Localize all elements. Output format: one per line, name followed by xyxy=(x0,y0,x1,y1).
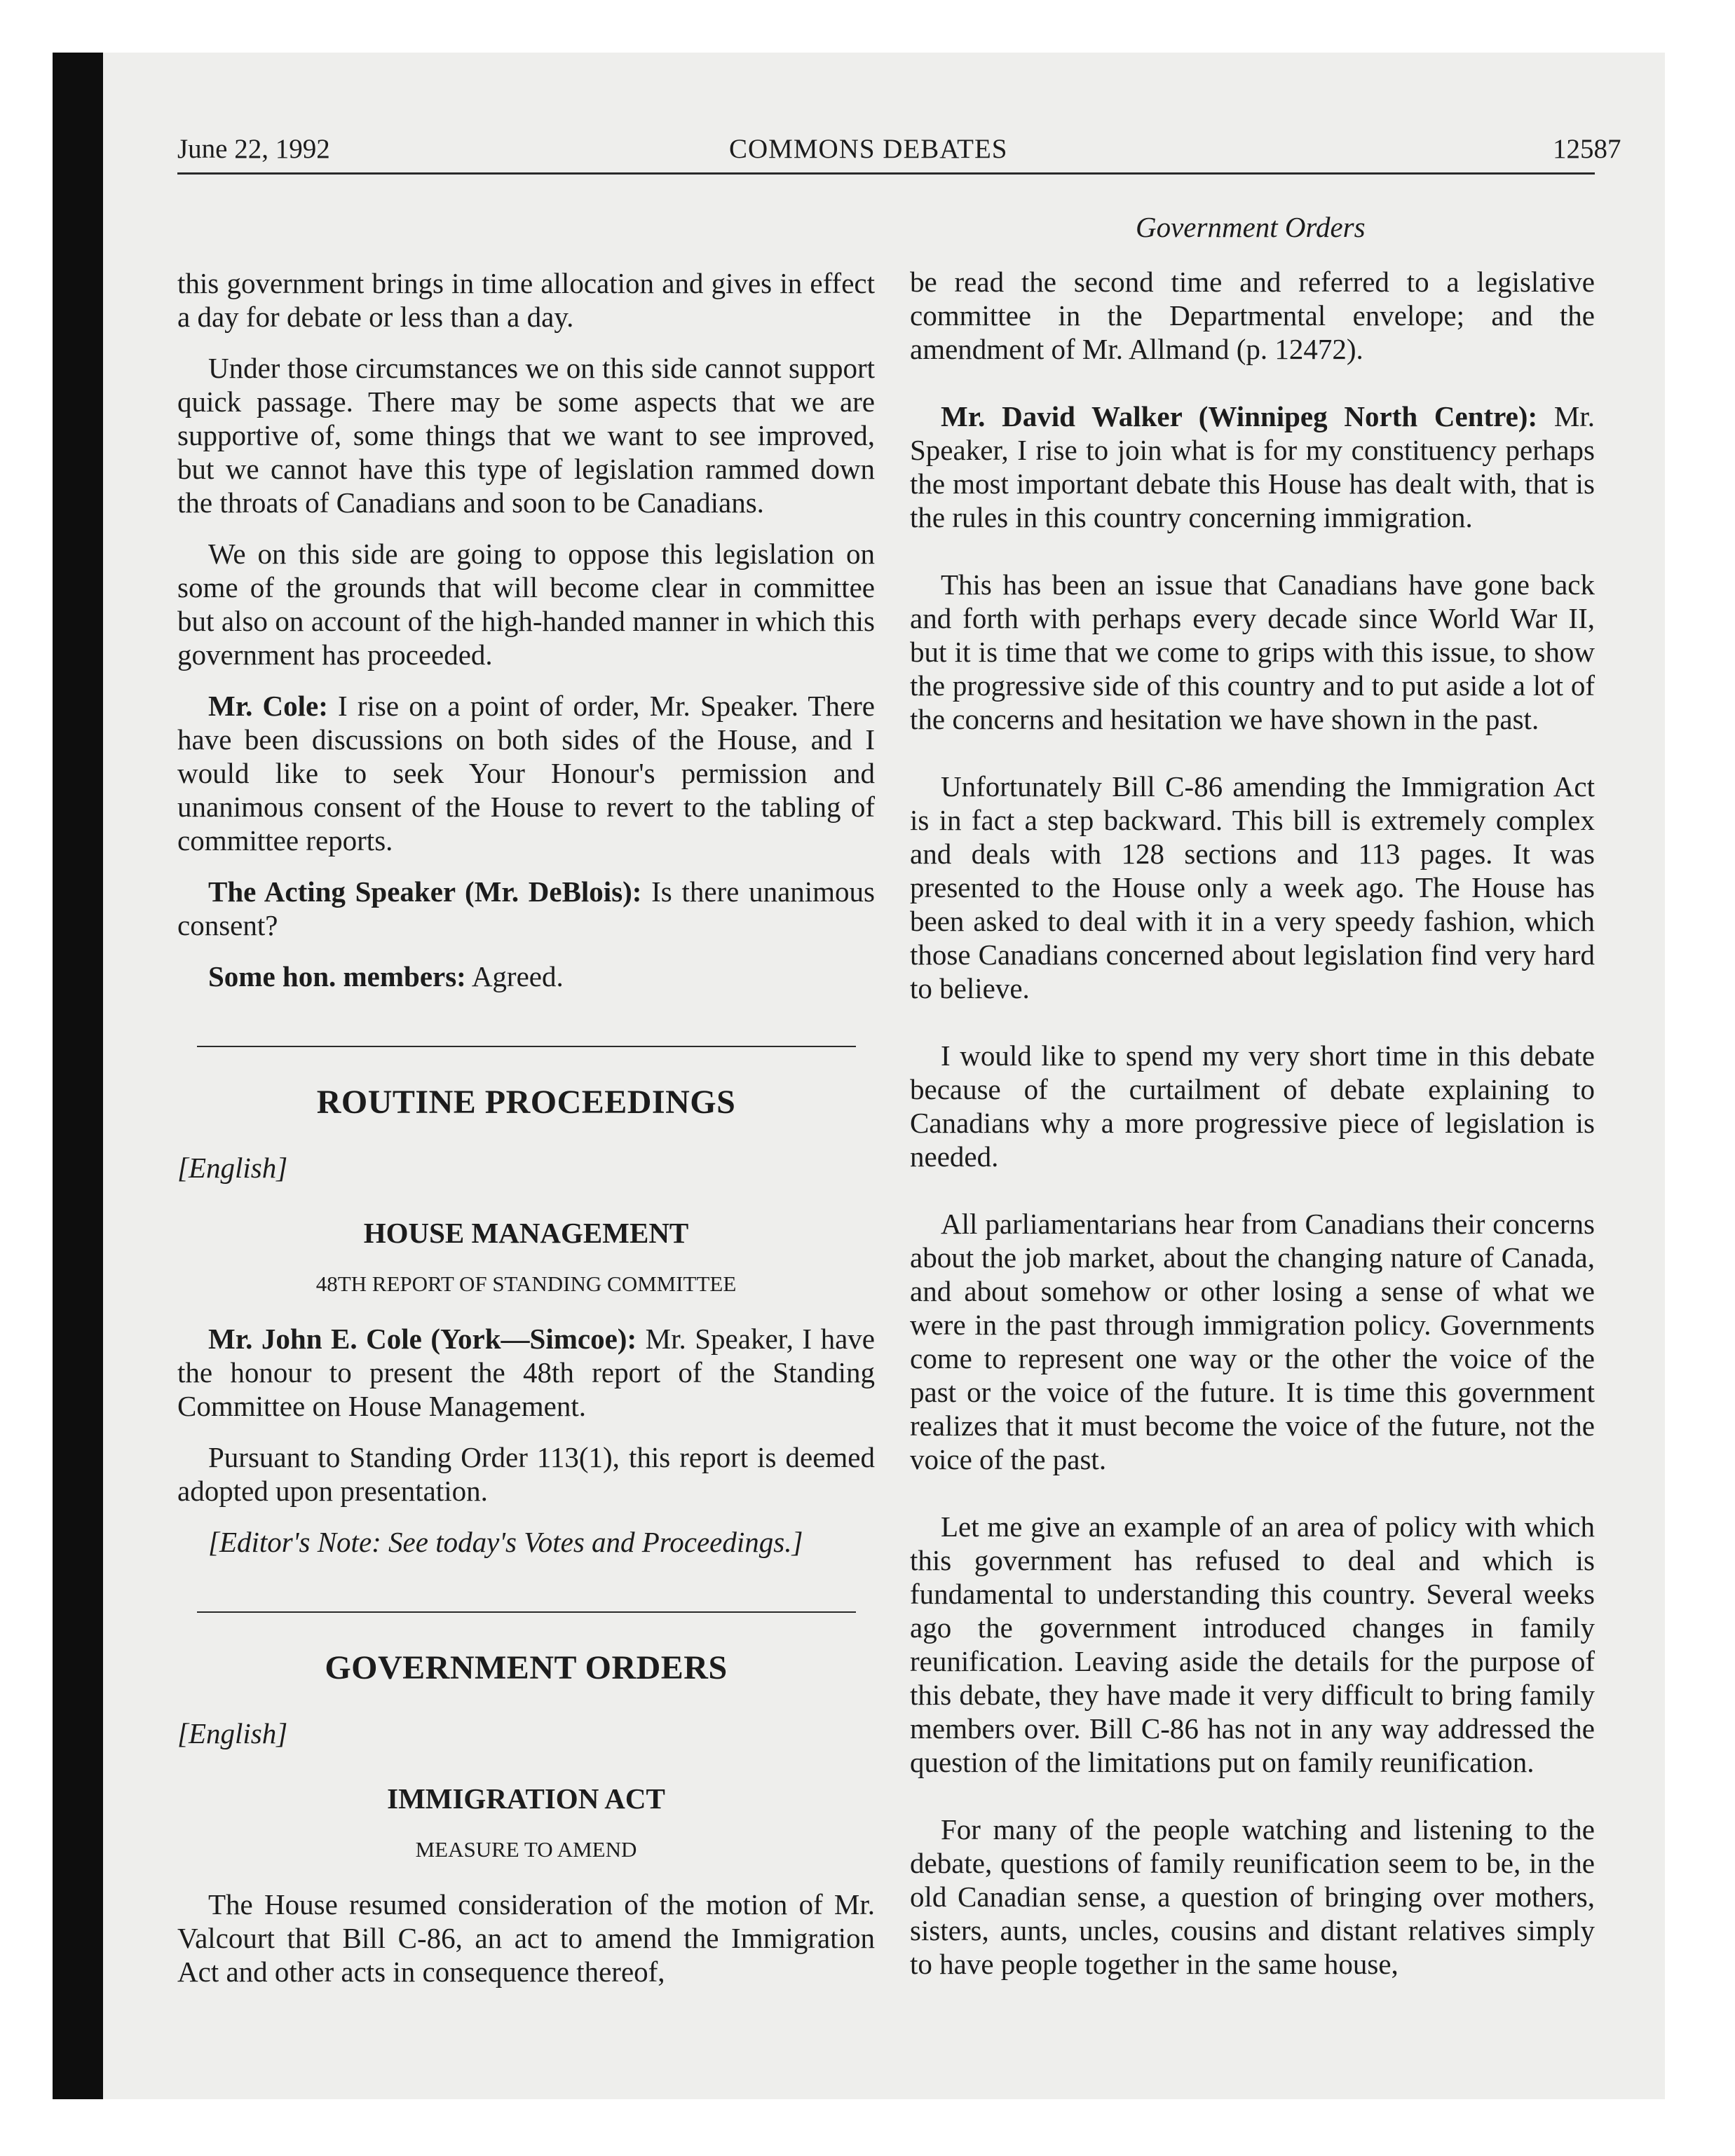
language-marker: [English] xyxy=(177,1717,288,1749)
paragraph: We on this side are going to oppose this legislation on some of the grounds that will become clear in committee but also on account of the high-handed manner in which this government has proceeded. xyxy=(177,538,875,671)
paragraph: This has been an issue that Canadians have gone back and forth with perhaps every decade since World War II, but it is time that we come to grips with this issue, to show the progressive side of this country and to put aside a lot of the concerns and hesitation we have shown in the past. xyxy=(910,568,1595,735)
paragraph: I would like to spend my very short time in this debate because of the curtailment of debate explaining to Canadians why a more progressive piece of legislation is needed. xyxy=(910,1039,1595,1173)
heading-house-management: HOUSE MANAGEMENT xyxy=(363,1217,689,1249)
scan-binding-edge xyxy=(53,53,103,2099)
paragraph: Unfortunately Bill C-86 amending the Immigration Act is in fact a step backward. This bill is extremely complex and deals with 128 sections and 113 pages. It was presented to the House only a week ago. The House has been asked to deal with it in a very speedy fashion, which those Canadians concerned about legislation find very hard to believe. xyxy=(910,770,1595,1004)
speech-text: Agreed. xyxy=(465,960,564,992)
heading-government-orders: GOVERNMENT ORDERS xyxy=(325,1649,728,1686)
paragraph xyxy=(910,400,1595,534)
heading-immigration-act: IMMIGRATION ACT xyxy=(387,1782,665,1815)
right-column xyxy=(910,265,1595,2014)
header-date: June 22, 1992 xyxy=(177,134,330,164)
speaker-name: Some hon. members: xyxy=(208,960,466,992)
left-column xyxy=(177,266,875,2006)
section-divider xyxy=(197,1611,856,1613)
section-divider xyxy=(197,1046,856,1047)
paragraph: Pursuant to Standing Order 113(1), this report is deemed adopted upon presentation. xyxy=(177,1441,875,1507)
section-label: Government Orders xyxy=(1136,211,1366,243)
paragraph: Let me give an example of an area of policy with which this government has refused to deal and which is fundamental to understanding this country. Several weeks ago the government introduced changes in family reunification. Leaving aside the details for the purpose of this debate, they have made it very difficult to bring family members over. Bill C-86 has not in any way addressed the question of the limitations put on family reunification. xyxy=(910,1510,1595,1778)
editor-note xyxy=(177,1525,875,1559)
editor-note-text: [Editor's Note: See today's Votes and Proceedings.] xyxy=(208,1526,803,1558)
speech-text: I rise on a point of order, Mr. Speaker. There have been discussions on both sides of the House, and I would like to seek Your Honour's permission and unanimous consent of the House to revert to the tabling of committee reports. xyxy=(177,690,875,857)
paragraph: For many of the people watching and listening to the debate, questions of family reunification seem to be, in the old Canadian sense, a question of bringing over mothers, sisters, aunts, uncles, cousins and distant relatives simply to have people together in the same house, xyxy=(910,1813,1595,1980)
heading-routine-proceedings: ROUTINE PROCEEDINGS xyxy=(316,1084,736,1121)
subheading-report: 48TH REPORT OF STANDING COMMITTEE xyxy=(315,1271,737,1296)
speaker-name: Mr. John E. Cole (York—Simcoe): xyxy=(208,1323,637,1355)
paragraph xyxy=(177,875,875,942)
header-rule xyxy=(177,172,1595,175)
paragraph xyxy=(177,960,875,993)
speech-text: Mr. Speaker, I have the honour to present the 48th report of the Standing Committee on House Management. xyxy=(177,1323,875,1422)
paragraph xyxy=(177,1322,875,1423)
paragraph: be read the second time and referred to a legislative committee in the Departmental envelope; and the amendment of Mr. Allmand (p. 12472). xyxy=(910,266,1595,365)
speech-text: Is there unanimous consent? xyxy=(177,875,876,941)
speaker-name: Mr. David Walker (Winnipeg North Centre): xyxy=(941,400,1538,432)
subheading-measure: MEASURE TO AMEND xyxy=(415,1837,637,1862)
header-page-number: 12587 xyxy=(1553,134,1621,164)
speech-text: Mr. Speaker, I rise to join what is for my constituency perhaps the most important debate this House has dealt with, that is the rules in this country concerning immigration. xyxy=(910,400,1595,533)
paragraph xyxy=(177,689,875,857)
speaker-name: The Acting Speaker (Mr. DeBlois): xyxy=(208,875,642,908)
paragraph: The House resumed consideration of the motion of Mr. Valcourt that Bill C-86, an act to amend the Immigration Act and other acts in consequence thereof, xyxy=(177,1888,875,1988)
header-title: COMMONS DEBATES xyxy=(729,134,1008,164)
speaker-name: Mr. Cole: xyxy=(208,690,328,722)
paragraph: All parliamentarians hear from Canadians their concerns about the job market, about the changing nature of Canada, and about somehow or other losing a sense of what we were in the past through immigration policy. Governments come to represent one way or the other the voice of the past or the voice of the future. It is time this government realizes that it must become the voice of the future, not the voice of the past. xyxy=(910,1208,1595,1475)
paragraph: this government brings in time allocation and gives in effect a day for debate or less than a day. xyxy=(177,267,875,333)
language-marker: [English] xyxy=(177,1152,288,1184)
paragraph: Under those circumstances we on this side cannot support quick passage. There may be some aspects that we are supportive of, some things that we want to see improved, but we cannot have this type of legislation rammed down the throats of Canadians and soon to be Canadians. xyxy=(177,352,875,519)
